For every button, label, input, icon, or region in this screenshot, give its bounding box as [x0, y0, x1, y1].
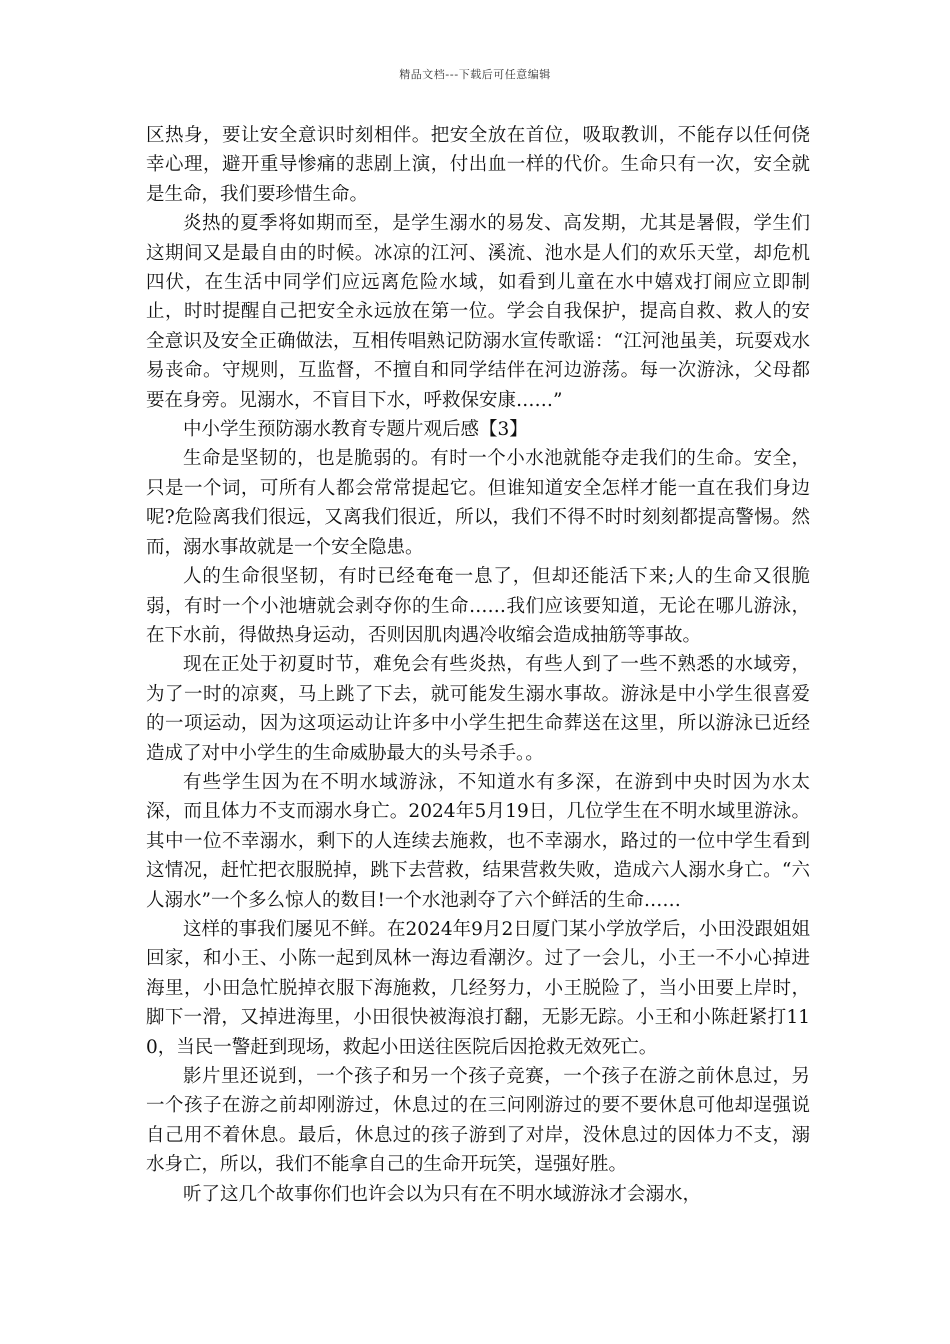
paragraph-4: 人的生命很坚韧，有时已经奄奄一息了，但却还能活下来;人的生命又很脆弱，有时一个小池塘就会剥夺你的生命……我们应该要知道，无论在哪儿游泳，在下水前，得做热身运动，否则因肌肉遇冷收缩会造成抽筋等事故。 — [146, 566, 810, 646]
paragraph-2: 炎热的夏季将如期而至，是学生溺水的易发、高发期，尤其是暑假，学生们这期间又是最自由的时候。冰凉的江河、溪流、池水是人们的欢乐天堂，却危机四伏，在生活中同学们应远离危险水域，如看到儿童在水中嬉戏打闹应立即制止，时时提醒自己把安全永远放在第一位。学会自我保护，提高自救、救人的安全意识及安全正确做法，互相传唱熟记防溺水宣传歌谣：“江河池虽美，玩耍戏水易丧命。守规则，互监督，不擅自和同学结伴在河边游荡。每一次游泳，父母都要在身旁。见溺水，不盲目下水，呼救保安康……” — [146, 213, 810, 411]
paragraph-5: 现在正处于初夏时节，难免会有些炎热，有些人到了一些不熟悉的水域旁，为了一时的凉爽，马上跳了下去，就可能发生溺水事故。游泳是中小学生很喜爱的一项运动，因为这项运动让许多中小学生把生命葬送在这里，所以游泳已近经造成了对中小学生的生命威胁最大的头号杀手。。 — [146, 654, 810, 764]
paragraph-1: 区热身，要让安全意识时刻相伴。把安全放在首位，吸取教训，不能存以任何侥幸心理，避开重导惨痛的悲剧上演，付出血一样的代价。生命只有一次，安全就是生命，我们要珍惜生命。 — [146, 125, 810, 205]
paragraph-8: 影片里还说到，一个孩子和另一个孩子竞赛，一个孩子在游之前休息过，另一个孩子在游之前却刚游过，休息过的在三问刚游过的要不要休息可他却逞强说自己用不着休息。最后，休息过的孩子游到了对岸，没休息过的因体力不支，溺水身亡，所以，我们不能拿自己的生命开玩笑，逞强好胜。 — [146, 1066, 810, 1176]
paragraph-7: 这样的事我们屡见不鲜。在2024年9月2日厦门某小学放学后，小田没跟姐姐回家，和小王、小陈一起到凤林一海边看潮汐。过了一会儿，小王一不小心掉进海里，小田急忙脱掉衣服下海施救，几经努力，小王脱险了，当小田要上岸时，脚下一滑，又掉进海里，小田很快被海浪打翻，无影无踪。小王和小陈赶紧打110，当民一警赶到现场，救起小田送往医院后因抢救无效死亡。 — [146, 918, 810, 1058]
paragraph-6: 有些学生因为在不明水域游泳，不知道水有多深，在游到中央时因为水太深，而且体力不支而溺水身亡。2024年5月19日，几位学生在不明水域里游泳。其中一位不幸溺水，剩下的人连续去施救，也不幸溺水，路过的一位中学生看到这情况，赶忙把衣服脱掉，跳下去营救，结果营救失败，造成六人溺水身亡。“六人溺水”一个多么惊人的数目!一个水池剥夺了六个鲜活的生命…… — [146, 771, 810, 911]
section-heading: 中小学生预防溺水教育专题片观后感【3】 — [183, 419, 528, 441]
paragraph-3: 生命是坚韧的，也是脆弱的。有时一个小水池就能夺走我们的生命。安全，只是一个词，可所有人都会常常提起它。但谁知道安全怎样才能一直在我们身边呢?危险离我们很远，又离我们很近，所以，我们不得不时时刻刻都提高警惕。然而，溺水事故就是一个安全隐患。 — [146, 448, 810, 558]
page-header: 精品文档---下载后可任意编辑 — [399, 68, 551, 81]
document-body — [146, 121, 810, 1209]
paragraph-9: 听了这几个故事你们也许会以为只有在不明水域游泳才会溺水， — [183, 1183, 702, 1205]
